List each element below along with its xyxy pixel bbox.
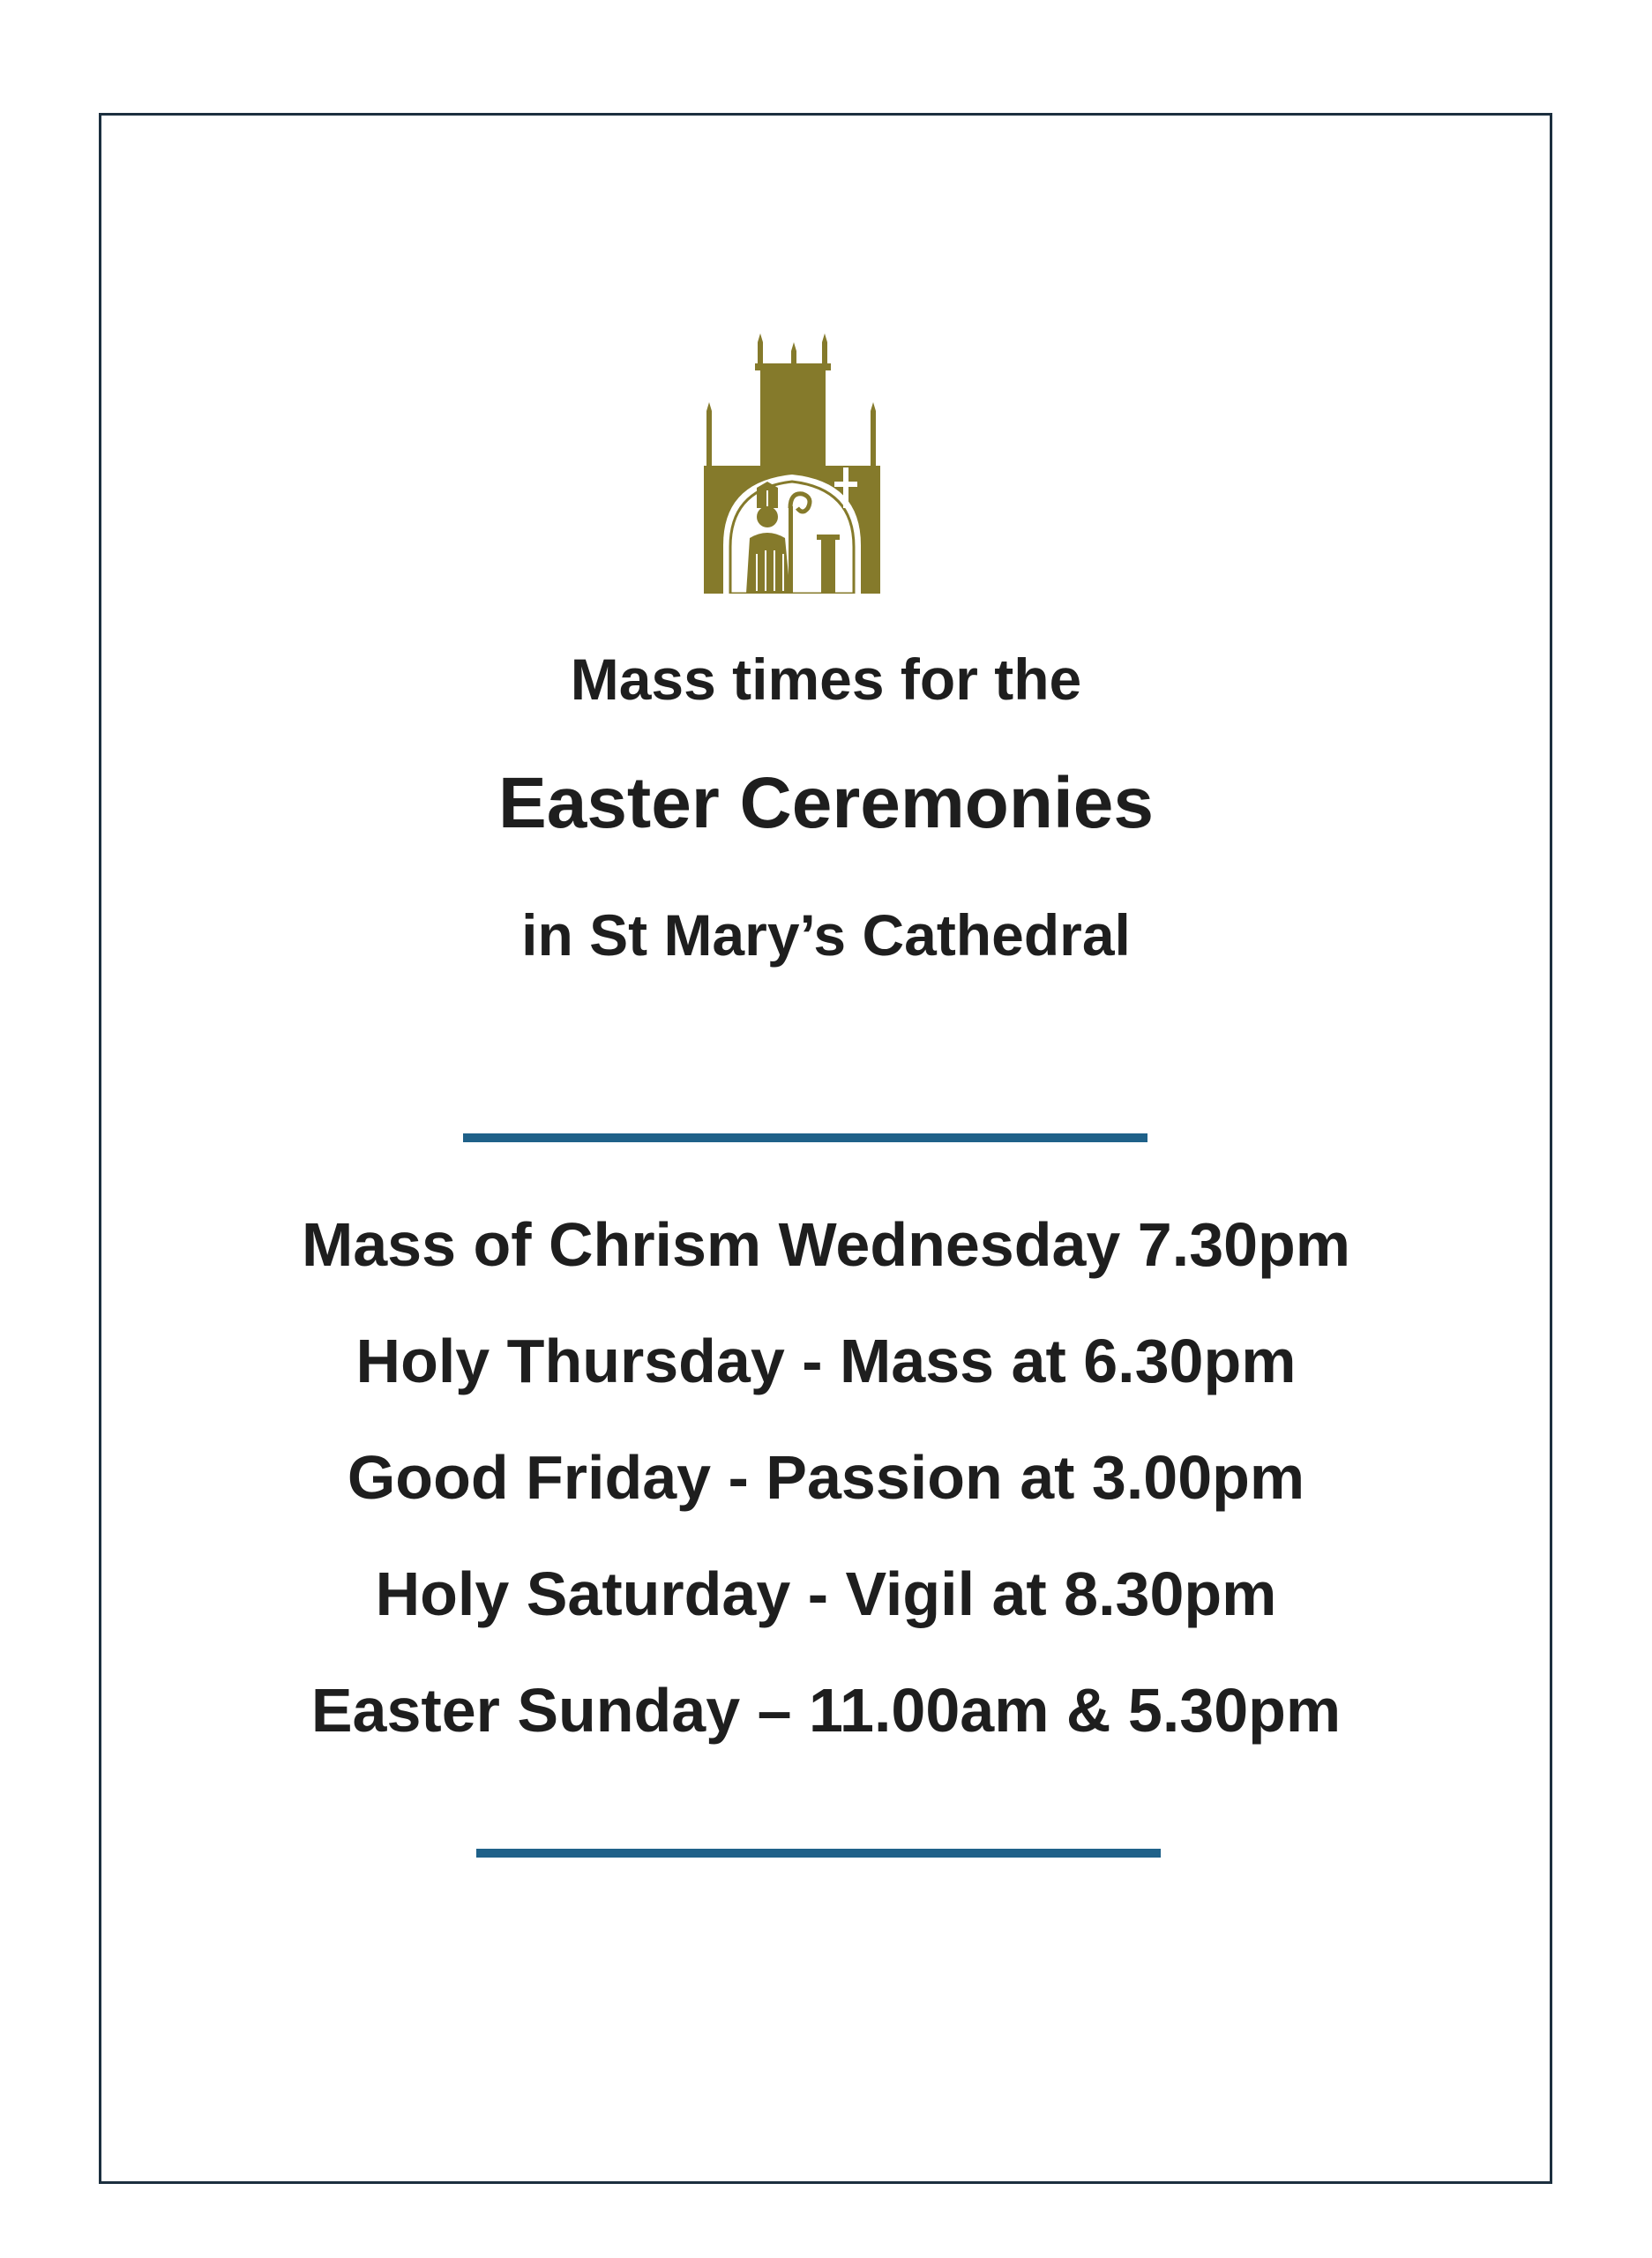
heading-intro: Mass times for the — [570, 647, 1082, 712]
service-item: Mass of Chrism Wednesday 7.30pm — [301, 1210, 1351, 1279]
service-list — [0, 1208, 1652, 1791]
page-title: Easter Ceremonies — [498, 763, 1154, 843]
service-item: Easter Sunday – 11.00am & 5.30pm — [310, 1676, 1342, 1745]
divider-top — [463, 1133, 1147, 1142]
service-item: Holy Saturday - Vigil at 8.30pm — [375, 1559, 1277, 1628]
service-item: Holy Thursday - Mass at 6.30pm — [355, 1327, 1297, 1395]
divider-bottom — [476, 1849, 1161, 1858]
heading-location: in St Mary’s Cathedral — [521, 902, 1131, 968]
cathedral-bishop-logo-icon — [704, 333, 880, 594]
service-item: Good Friday - Passion at 3.00pm — [347, 1443, 1305, 1512]
